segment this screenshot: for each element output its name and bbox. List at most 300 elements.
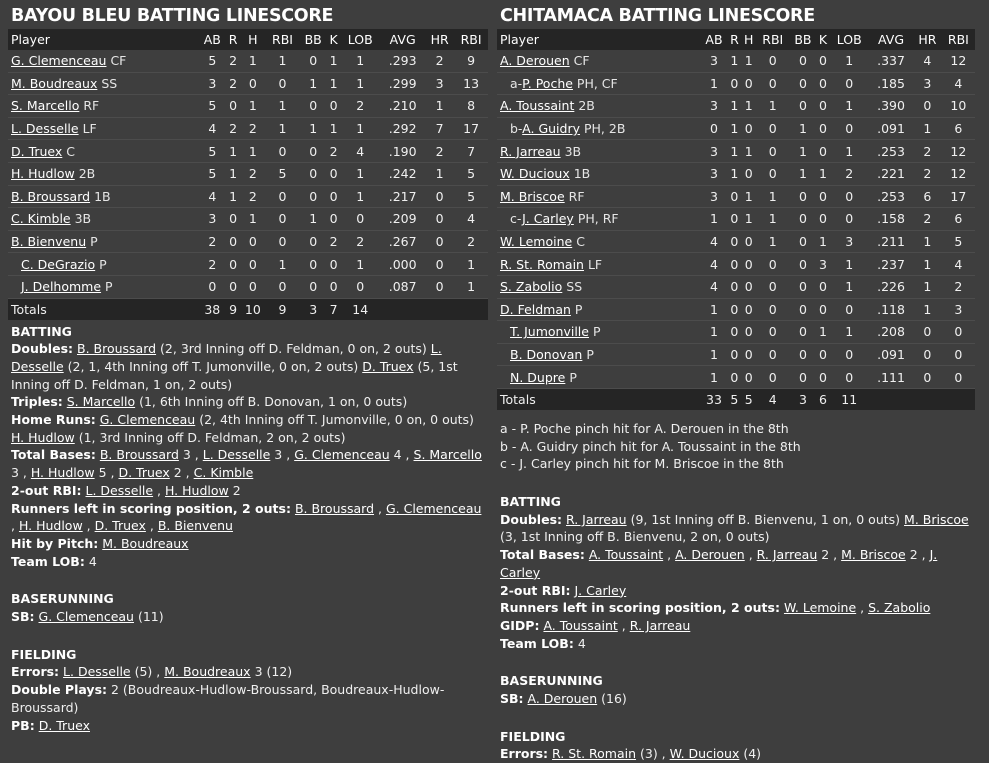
stat-cell: 0 xyxy=(299,253,327,276)
stat-cell: 0 xyxy=(741,366,756,389)
stat-cell: 4 xyxy=(340,140,380,163)
player-link[interactable]: L. Desselle xyxy=(63,664,131,680)
stat-line xyxy=(11,535,485,553)
player-link[interactable]: H. Hudlow xyxy=(18,518,83,534)
stat-cell: 0 xyxy=(728,253,742,276)
player-link[interactable]: D. Feldman xyxy=(500,301,571,317)
stat-text: 2 , xyxy=(905,547,930,563)
section-fielding xyxy=(497,708,975,763)
stat-cell: 1 xyxy=(340,185,380,208)
stat-text: (16) xyxy=(597,691,627,707)
player-link[interactable]: L. Desselle xyxy=(85,482,154,498)
player-link[interactable]: A. Toussaint xyxy=(543,617,618,633)
stat-cell: 4 xyxy=(199,185,227,208)
column-header: HR xyxy=(913,29,942,50)
stat-text: 4 xyxy=(88,553,97,569)
stat-cell: 1 xyxy=(789,117,816,140)
header-row xyxy=(497,29,975,50)
player-row xyxy=(497,298,975,321)
stat-cell: 0 xyxy=(789,321,816,344)
player-position: RF xyxy=(83,98,100,114)
stat-text: (2, 4th Inning off T. Jumonville, 0 on, 0 outs) xyxy=(195,412,474,428)
player-link[interactable]: D. Truex xyxy=(38,717,90,733)
player-cell xyxy=(497,253,700,276)
stat-cell: .210 xyxy=(380,95,425,118)
stat-text: 4 , xyxy=(389,447,414,463)
stat-label: Total Bases: xyxy=(11,447,96,463)
stat-cell: 0 xyxy=(817,140,830,163)
stat-line xyxy=(11,717,485,735)
stat-text: (11) xyxy=(133,609,164,625)
stat-cell: .185 xyxy=(869,72,913,95)
stat-cell: 1 xyxy=(741,95,756,118)
player-link[interactable]: H. Hudlow xyxy=(165,482,229,498)
column-header: HR xyxy=(425,29,454,50)
stat-cell: 0 xyxy=(728,275,742,298)
player-row xyxy=(497,185,975,208)
stat-cell: 6 xyxy=(942,117,975,140)
player-position: 3B xyxy=(564,143,582,159)
stat-cell: 1 xyxy=(728,140,742,163)
player-link[interactable]: M. Briscoe xyxy=(500,188,565,204)
player-link[interactable]: G. Clemenceau xyxy=(38,609,134,625)
total-cell: 4 xyxy=(756,388,789,410)
bayou-bleu-panel xyxy=(8,0,488,734)
stat-cell: .000 xyxy=(380,253,425,276)
stat-cell: 5 xyxy=(199,50,227,72)
player-link[interactable]: R. Jarreau xyxy=(629,617,691,633)
player-position: P xyxy=(105,279,113,295)
stat-line xyxy=(11,482,485,500)
section-gap xyxy=(500,711,972,728)
totals-row xyxy=(8,298,488,320)
stat-cell: 0 xyxy=(741,230,756,253)
player-row xyxy=(8,72,488,95)
player-cell xyxy=(497,72,700,95)
player-link[interactable]: N. Dupre xyxy=(510,369,566,385)
stat-label: Triples: xyxy=(11,394,63,410)
player-position: P xyxy=(90,234,98,250)
stat-cell: 0 xyxy=(741,321,756,344)
player-cell xyxy=(497,162,700,185)
player-link[interactable]: H. Hudlow xyxy=(11,166,75,182)
stat-cell: 0 xyxy=(942,343,975,366)
stat-cell: 2 xyxy=(913,208,942,231)
stat-cell: 3 xyxy=(700,162,727,185)
column-header: R xyxy=(226,29,240,50)
stat-cell: 5 xyxy=(454,162,488,185)
player-link[interactable]: M. Boudreaux xyxy=(102,535,189,551)
stat-cell: .293 xyxy=(380,50,425,72)
player-link[interactable]: H. Hudlow xyxy=(30,465,95,481)
player-link[interactable]: T. Jumonville xyxy=(510,324,589,340)
player-position: PH, 2B xyxy=(584,121,626,137)
stat-cell: 4 xyxy=(913,50,942,72)
stat-label: 2-out RBI: xyxy=(11,482,82,498)
stat-cell: 1 xyxy=(756,208,789,231)
stat-cell: .242 xyxy=(380,162,425,185)
stat-cell: .292 xyxy=(380,117,425,140)
section-heading: BASERUNNING xyxy=(500,673,603,689)
player-link[interactable]: L. Desselle xyxy=(202,447,271,463)
player-cell xyxy=(8,208,199,231)
player-link[interactable]: S. Marcello xyxy=(413,447,482,463)
stat-cell: 1 xyxy=(327,117,340,140)
total-cell: 14 xyxy=(340,298,380,320)
player-link[interactable]: D. Truex xyxy=(118,465,170,481)
column-header: K xyxy=(817,29,830,50)
player-link[interactable]: M. Boudreaux xyxy=(11,75,98,91)
stat-cell: 3 xyxy=(199,208,227,231)
stat-text: 5 , xyxy=(94,465,119,481)
stat-cell: .217 xyxy=(380,185,425,208)
stat-cell: 0 xyxy=(299,275,327,298)
stat-label: 2-out RBI: xyxy=(500,582,571,598)
stat-cell: 0 xyxy=(789,275,816,298)
player-link[interactable]: S. Marcello xyxy=(66,394,136,410)
player-link[interactable]: A. Toussaint xyxy=(500,98,575,114)
stat-cell: 0 xyxy=(299,230,327,253)
stat-cell: 0 xyxy=(756,117,789,140)
player-link[interactable]: A. Derouen xyxy=(675,547,745,563)
totals-label: Totals xyxy=(497,388,700,410)
player-row xyxy=(497,366,975,389)
section-heading: BASERUNNING xyxy=(11,591,114,607)
stat-cell: 0 xyxy=(425,185,454,208)
player-link[interactable]: B. Bienvenu xyxy=(11,234,87,250)
player-link[interactable]: R. St. Romain xyxy=(552,746,637,762)
stat-cell: 2 xyxy=(327,140,340,163)
player-link[interactable]: M. Boudreaux xyxy=(164,664,251,680)
stat-cell: 1 xyxy=(226,162,240,185)
player-row xyxy=(497,50,975,72)
player-link[interactable]: B. Bienvenu xyxy=(157,518,233,534)
stat-cell: 0 xyxy=(817,298,830,321)
stat-cell: .237 xyxy=(869,253,913,276)
stat-cell: 0 xyxy=(756,140,789,163)
column-header: AB xyxy=(199,29,227,50)
stat-cell: .226 xyxy=(869,275,913,298)
total-cell xyxy=(942,388,975,410)
section-gap xyxy=(500,655,972,672)
stat-cell: 0 xyxy=(789,50,816,72)
stat-cell: 0 xyxy=(327,208,340,231)
player-link[interactable]: R. Jarreau xyxy=(500,143,561,159)
stat-cell: 5 xyxy=(199,162,227,185)
stat-cell: .118 xyxy=(869,298,913,321)
stat-text: , xyxy=(82,518,95,534)
game-notes xyxy=(497,490,975,763)
stat-cell: 0 xyxy=(327,185,340,208)
stat-cell: 0 xyxy=(240,230,266,253)
stat-text: (5, 1st Inning off D. Feldman, 1 on, 2 outs) xyxy=(11,358,458,392)
stat-cell: 6 xyxy=(913,185,942,208)
stat-label: Double Plays: xyxy=(11,682,108,698)
section-baserunning xyxy=(497,652,975,707)
stat-cell: 1 xyxy=(340,72,380,95)
stat-cell: 0 xyxy=(266,208,300,231)
stat-cell: .111 xyxy=(869,366,913,389)
chitamaca-panel xyxy=(497,0,975,763)
player-link[interactable]: W. Ducioux xyxy=(500,166,570,182)
stat-cell: 0 xyxy=(327,253,340,276)
stat-line xyxy=(11,681,485,716)
stat-cell: 0 xyxy=(817,72,830,95)
player-link[interactable]: M. Briscoe xyxy=(841,547,906,563)
stat-cell: 5 xyxy=(454,185,488,208)
player-link[interactable]: G. Clemenceau xyxy=(99,412,196,428)
player-row xyxy=(497,321,975,344)
stat-cell: 1 xyxy=(913,298,942,321)
player-cell xyxy=(8,140,199,163)
stat-text: 3 , xyxy=(11,465,31,481)
stat-cell: 1 xyxy=(266,253,300,276)
stat-cell: 0 xyxy=(299,162,327,185)
player-cell xyxy=(8,72,199,95)
player-cell xyxy=(497,275,700,298)
total-cell xyxy=(454,298,488,320)
stat-text: (1, 3rd Inning off D. Feldman, 2 on, 2 outs) xyxy=(74,429,346,445)
stat-cell: 17 xyxy=(454,117,488,140)
player-link[interactable]: R. Jarreau xyxy=(756,547,818,563)
player-link[interactable]: A. Guidry xyxy=(522,121,581,137)
player-link[interactable]: A. Derouen xyxy=(527,691,598,707)
stat-cell: 0 xyxy=(817,50,830,72)
stat-line xyxy=(11,500,485,535)
stat-cell: 0 xyxy=(340,275,380,298)
stat-cell: 0 xyxy=(789,185,816,208)
player-position: C xyxy=(66,143,76,159)
player-link[interactable]: B. Donovan xyxy=(510,347,583,363)
player-link[interactable]: B. Broussard xyxy=(77,341,157,357)
stat-cell: 0 xyxy=(728,321,742,344)
stat-label: Team LOB: xyxy=(500,635,574,651)
stat-cell: 1 xyxy=(830,50,869,72)
stat-cell: 2 xyxy=(327,230,340,253)
stat-cell: 12 xyxy=(942,140,975,163)
sub-note: a - P. Poche pinch hit for A. Derouen in the 8th xyxy=(500,420,789,436)
player-position: 2B xyxy=(78,166,96,182)
stat-cell: 1 xyxy=(299,208,327,231)
column-header: RBI xyxy=(454,29,488,50)
stat-cell: 0 xyxy=(240,275,266,298)
stat-text: , xyxy=(663,547,676,563)
stat-cell: 1 xyxy=(240,208,266,231)
player-cell xyxy=(8,95,199,118)
player-link[interactable]: P. Poche xyxy=(522,75,573,91)
stat-cell: 0 xyxy=(327,275,340,298)
player-link[interactable]: J. Delhomme xyxy=(21,279,102,295)
player-position: 3B xyxy=(74,211,92,227)
player-link[interactable]: W. Ducioux xyxy=(669,746,740,762)
stat-cell: 10 xyxy=(942,95,975,118)
player-position: SS xyxy=(566,279,583,295)
stat-cell: 0 xyxy=(942,321,975,344)
stat-cell: 0 xyxy=(756,298,789,321)
stat-text: , xyxy=(153,482,165,498)
player-link[interactable]: B. Broussard xyxy=(294,500,375,516)
player-link[interactable]: S. Zabolio xyxy=(868,600,931,616)
stat-cell: .158 xyxy=(869,208,913,231)
player-link[interactable]: W. Lemoine xyxy=(783,600,857,616)
player-link[interactable]: S. Zabolio xyxy=(500,279,563,295)
stat-cell: 0 xyxy=(728,343,742,366)
stat-cell: 0 xyxy=(199,275,227,298)
player-row xyxy=(8,275,488,298)
player-cell xyxy=(497,366,700,389)
stat-cell: 7 xyxy=(454,140,488,163)
stat-cell: .253 xyxy=(869,140,913,163)
column-header: H xyxy=(240,29,266,50)
stat-cell: 1 xyxy=(830,275,869,298)
stat-line xyxy=(500,745,972,763)
player-cell xyxy=(497,117,700,140)
stat-cell: 0 xyxy=(327,162,340,185)
stat-cell: 0 xyxy=(425,208,454,231)
player-link[interactable]: B. Broussard xyxy=(99,447,179,463)
stat-cell: 1 xyxy=(913,275,942,298)
player-link[interactable]: R. St. Romain xyxy=(500,256,584,272)
stat-cell: 0 xyxy=(240,253,266,276)
total-cell: 38 xyxy=(199,298,227,320)
player-link[interactable]: G. Clemenceau xyxy=(294,447,390,463)
stat-line xyxy=(11,608,485,626)
player-row xyxy=(497,140,975,163)
player-link[interactable]: S. Marcello xyxy=(11,98,80,114)
stat-cell: 1 xyxy=(817,162,830,185)
stat-text: (4) xyxy=(739,746,762,762)
stat-cell: 0 xyxy=(830,117,869,140)
stat-cell: 2 xyxy=(240,117,266,140)
column-header: K xyxy=(327,29,340,50)
stat-line xyxy=(11,411,485,446)
player-row xyxy=(497,343,975,366)
substitution-notes xyxy=(497,410,975,473)
stat-cell: 5 xyxy=(266,162,300,185)
stat-cell: 4 xyxy=(454,208,488,231)
stat-cell: 0 xyxy=(756,343,789,366)
stat-cell: 0 xyxy=(299,50,327,72)
column-header: BB xyxy=(299,29,327,50)
player-link[interactable]: G. Clemenceau xyxy=(385,500,482,516)
stat-cell: 0 xyxy=(817,95,830,118)
stat-cell: 1 xyxy=(756,95,789,118)
player-link[interactable]: C. Kimble xyxy=(11,211,71,227)
stat-label: Runners left in scoring position, 2 outs: xyxy=(11,500,291,516)
stat-cell: 2 xyxy=(942,275,975,298)
column-header: Player xyxy=(8,29,199,50)
player-row xyxy=(497,72,975,95)
stat-cell: 0 xyxy=(756,253,789,276)
player-row xyxy=(8,140,488,163)
stat-cell: 0 xyxy=(756,366,789,389)
player-link[interactable]: C. DeGrazio xyxy=(21,256,96,272)
stat-cell: 12 xyxy=(942,162,975,185)
stat-cell: .390 xyxy=(869,95,913,118)
stat-cell: 1 xyxy=(327,72,340,95)
player-row xyxy=(8,95,488,118)
player-link[interactable]: J. Carley xyxy=(522,211,574,227)
player-position: P xyxy=(592,324,601,340)
player-link[interactable]: A. Toussaint xyxy=(588,547,664,563)
column-header: RBI xyxy=(942,29,975,50)
stat-cell: 0 xyxy=(425,275,454,298)
stat-text: 2 (Boudreaux-Hudlow-Broussard, Boudreaux-Hudlow-Broussard) xyxy=(11,682,445,715)
column-header: Player xyxy=(497,29,700,50)
player-row xyxy=(497,95,975,118)
stat-text: 4 xyxy=(577,635,586,651)
total-cell: 5 xyxy=(728,388,742,410)
player-cell xyxy=(497,208,700,231)
stat-cell: .267 xyxy=(380,230,425,253)
stat-cell: 2 xyxy=(226,117,240,140)
stat-cell: 0 xyxy=(789,298,816,321)
stat-cell: .299 xyxy=(380,72,425,95)
stat-label: Errors: xyxy=(11,664,60,680)
player-link[interactable]: D. Truex xyxy=(11,143,63,159)
player-row xyxy=(497,208,975,231)
player-link[interactable]: D. Truex xyxy=(94,518,146,534)
stat-cell: 1 xyxy=(700,208,727,231)
player-link[interactable]: J. Carley xyxy=(500,547,938,580)
stat-text: 2 xyxy=(228,482,241,498)
stat-cell: 0 xyxy=(913,321,942,344)
player-link[interactable]: A. Derouen xyxy=(500,53,570,69)
player-link[interactable]: L. Desselle xyxy=(11,341,442,374)
stat-cell: 1 xyxy=(226,140,240,163)
stat-cell: 5 xyxy=(942,230,975,253)
player-link[interactable]: W. Lemoine xyxy=(500,234,573,250)
player-cell xyxy=(8,185,199,208)
stat-cell: 1 xyxy=(299,72,327,95)
player-position: P xyxy=(574,301,583,317)
stat-cell: 0 xyxy=(756,72,789,95)
player-link[interactable]: R. Jarreau xyxy=(566,511,627,527)
player-link[interactable]: J. Carley xyxy=(574,582,627,598)
player-link[interactable]: C. Kimble xyxy=(193,465,254,481)
player-link[interactable]: B. Broussard xyxy=(11,188,91,204)
stat-cell: 1 xyxy=(454,253,488,276)
stat-cell: 1 xyxy=(240,50,266,72)
player-link[interactable]: G. Clemenceau xyxy=(11,53,107,69)
player-link[interactable]: L. Desselle xyxy=(11,121,79,137)
stat-label: Hit by Pitch: xyxy=(11,535,99,551)
player-link[interactable]: H. Hudlow xyxy=(11,429,75,445)
stat-cell: .209 xyxy=(380,208,425,231)
stat-cell: 9 xyxy=(454,50,488,72)
player-row xyxy=(8,50,488,72)
stat-cell: 3 xyxy=(700,95,727,118)
section-heading: BATTING xyxy=(11,323,72,339)
player-link[interactable]: M. Briscoe xyxy=(904,511,969,527)
stat-cell: 0 xyxy=(299,185,327,208)
stat-label: Team LOB: xyxy=(11,553,85,569)
stat-cell: 0 xyxy=(756,50,789,72)
stat-text: , xyxy=(11,518,19,534)
stat-cell: 0 xyxy=(817,208,830,231)
stat-cell: 6 xyxy=(942,208,975,231)
player-cell xyxy=(497,343,700,366)
player-link[interactable]: D. Truex xyxy=(362,358,414,374)
stat-cell: 1 xyxy=(299,117,327,140)
stat-text: (2, 3rd Inning off D. Feldman, 0 on, 2 outs) xyxy=(156,341,431,357)
stat-cell: 0 xyxy=(728,298,742,321)
panel-title: CHITAMACA BATTING LINESCORE xyxy=(500,6,815,26)
player-position: 1B xyxy=(94,188,111,204)
player-cell xyxy=(497,95,700,118)
stat-text: 3 , xyxy=(270,447,295,463)
stat-cell: 8 xyxy=(454,95,488,118)
